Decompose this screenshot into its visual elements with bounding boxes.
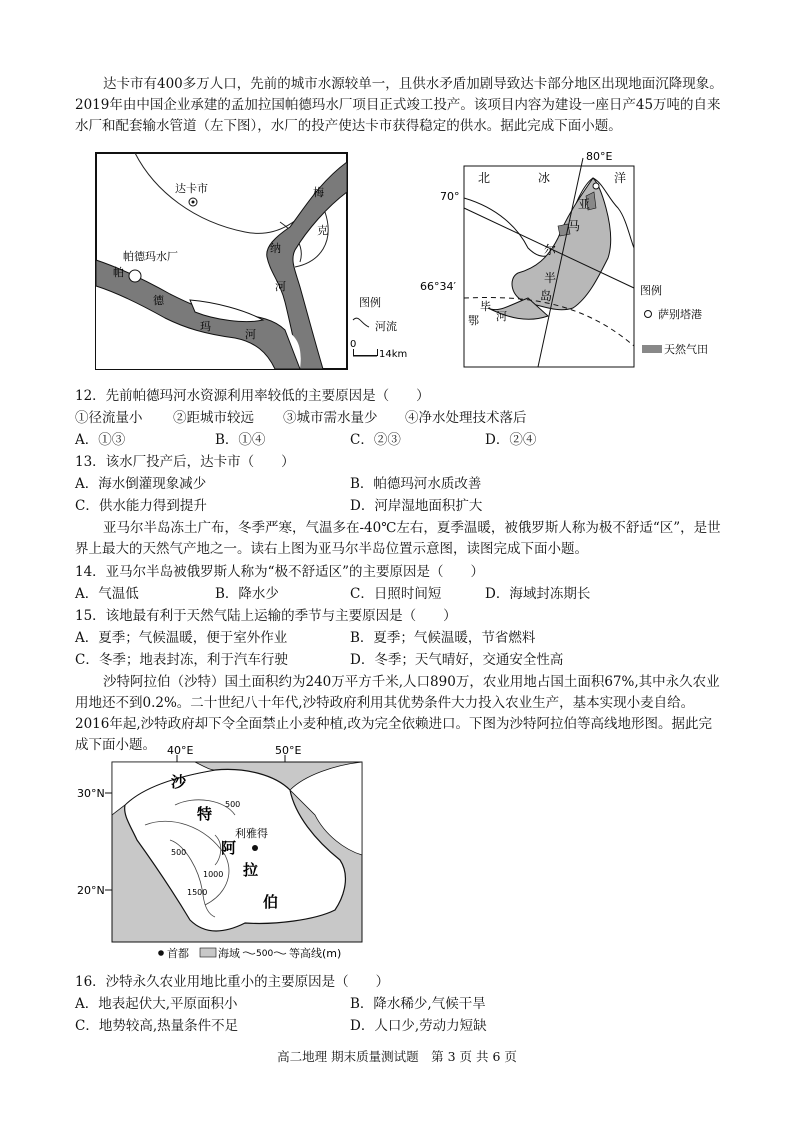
q13-options-cd: C．供水能力得到提升 D．河岸湿地面积扩大 — [75, 498, 483, 514]
svg-text:半: 半 — [544, 271, 557, 285]
svg-text:克: 克 — [317, 224, 328, 237]
legend-title: 图例 — [359, 296, 381, 309]
map-padma-plant — [95, 152, 425, 372]
q13-stem: 13．该水厂投产后，达卡市（ ） — [75, 454, 295, 470]
q12-stem: 12．先前帕德玛河水资源利用率较低的主要原因是（ ） — [75, 388, 430, 404]
passage-yamal: 亚马尔半岛冻土广布，冬季严寒，气温多在-40℃左右，夏季温暖，被俄罗斯人称为极不舒适“区”，是世界上最大的天然气产地之一。读右上图为亚马尔半岛位置示意图，读图完成下面小题。 — [75, 520, 721, 557]
capital-marker — [252, 845, 258, 851]
q13-options-ab: A．海水倒灌现象减少 B．帕德玛河水质改善 — [75, 476, 482, 492]
legend-river: 河流 — [375, 320, 397, 333]
svg-text:沙: 沙 — [171, 773, 187, 791]
map-saudi-contour — [75, 745, 375, 963]
legend-contour: 等高线(m) — [289, 947, 342, 960]
label-riyadh: 利雅得 — [235, 827, 268, 840]
svg-text:洋: 洋 — [614, 171, 627, 185]
svg-text:30°N: 30°N — [77, 787, 105, 800]
svg-text:40°E: 40°E — [167, 745, 194, 757]
legend-sea: 海域 — [218, 947, 240, 960]
svg-text:500: 500 — [171, 848, 187, 857]
q14-options: A．气温低 B．降水少 C．日照时间短 D．海域封冻期长 — [75, 586, 591, 602]
svg-text:70°: 70° — [440, 190, 460, 203]
svg-text:50°E: 50°E — [275, 745, 302, 757]
svg-text:冰: 冰 — [538, 171, 551, 185]
svg-text:河: 河 — [496, 310, 507, 323]
svg-text:20°N: 20°N — [77, 884, 105, 897]
svg-text:鄂: 鄂 — [468, 314, 479, 327]
legend-title-2: 图例 — [640, 284, 662, 297]
svg-text:1500: 1500 — [187, 888, 208, 897]
svg-text:特: 特 — [197, 805, 213, 823]
map-yamal — [418, 148, 738, 370]
passage-saudi: 沙特阿拉伯（沙特）国土面积约为240万平方千米,人口890万，农业用地占国土面积67%,其中永久农业用地还不到0.2%。二十世纪八十年代,沙特政府利用其优势条件大力投入农业生产，基本实现小麦自给。2016年起,沙特政府却下令全面禁止小麦种植,改为完全依赖进口。下图为沙特阿拉伯等高线地形图。据此完成下面小题。 — [75, 674, 720, 753]
svg-text:北: 北 — [478, 171, 491, 185]
q15-options-cd: C．冬季；地表封冻，利于汽车行驶 D．冬季；天气晴好，交通安全性高 — [75, 652, 564, 668]
q16-stem: 16．沙特永久农业用地比重小的主要原因是（ ） — [75, 974, 390, 990]
legend-gas: 天然气田 — [664, 343, 708, 356]
svg-text:马: 马 — [568, 219, 581, 233]
svg-text:伯: 伯 — [263, 893, 279, 911]
legend-capital: 首都 — [167, 947, 189, 960]
svg-text:拉: 拉 — [243, 861, 259, 879]
q15-options-ab: A．夏季；气候温暖，便于室外作业 B．夏季；气候温暖，节省燃料 — [75, 630, 536, 646]
port-marker — [593, 183, 599, 189]
page-footer: 高二地理 期末质量测试题 第 3 页 共 6 页 — [277, 1049, 517, 1064]
q14-stem: 14．亚马尔半岛被俄罗斯人称为“极不舒适区”的主要原因是（ ） — [75, 564, 484, 580]
svg-text:帕: 帕 — [113, 266, 124, 279]
svg-text:河: 河 — [245, 328, 256, 341]
svg-text:河: 河 — [275, 280, 286, 293]
label-dhaka: 达卡市 — [175, 182, 208, 195]
svg-text:德: 德 — [153, 294, 164, 307]
passage-dhaka: 达卡市有400多万人口，先前的城市水源较单一，且供水矛盾加剧导致达卡部分地区出现地面沉降现象。2019年由中国企业承建的孟加拉国帕德玛水厂项目正式竣工投产。该项目内容为建设一座日产45万吨的自来水厂和配套输水管道（左下图），水厂的投产使达卡市获得稳定的供水。据此完成下面小题。 — [75, 76, 723, 134]
svg-text:0: 0 — [350, 339, 357, 350]
svg-text:1000: 1000 — [203, 870, 224, 879]
q12-statements: ①径流量小 ②距城市较远 ③城市需水量少 ④净水处理技术落后 — [75, 410, 527, 426]
q16-options-cd: C．地势较高,热量条件不足 D．人口少,劳动力短缺 — [75, 1018, 487, 1034]
label-plant: 帕德玛水厂 — [123, 250, 178, 263]
svg-text:500: 500 — [256, 949, 274, 959]
svg-text:500: 500 — [225, 800, 241, 809]
q15-stem: 15．该地最有利于天然气陆上运输的季节与主要原因是（ ） — [75, 608, 457, 624]
q12-options: A．①③ B．①④ C．②③ D．②④ — [75, 432, 537, 448]
svg-text:纳: 纳 — [270, 242, 281, 255]
label-lon: 80°E — [586, 150, 613, 163]
svg-text:尔: 尔 — [544, 243, 557, 257]
svg-text:岛: 岛 — [540, 289, 553, 303]
legend-port: 萨别塔港 — [658, 308, 702, 321]
q16-options-ab: A．地表起伏大,平原面积小 B．降水稀少,气候干旱 — [75, 996, 486, 1012]
svg-text:毕: 毕 — [480, 300, 491, 313]
plant-marker — [129, 270, 141, 282]
svg-text:梅: 梅 — [313, 186, 324, 199]
svg-text:阿: 阿 — [221, 839, 237, 857]
svg-text:亚: 亚 — [578, 197, 591, 211]
svg-text:玛: 玛 — [200, 320, 211, 333]
svg-text:66°34′: 66°34′ — [420, 280, 456, 293]
svg-text:14km: 14km — [379, 349, 408, 360]
